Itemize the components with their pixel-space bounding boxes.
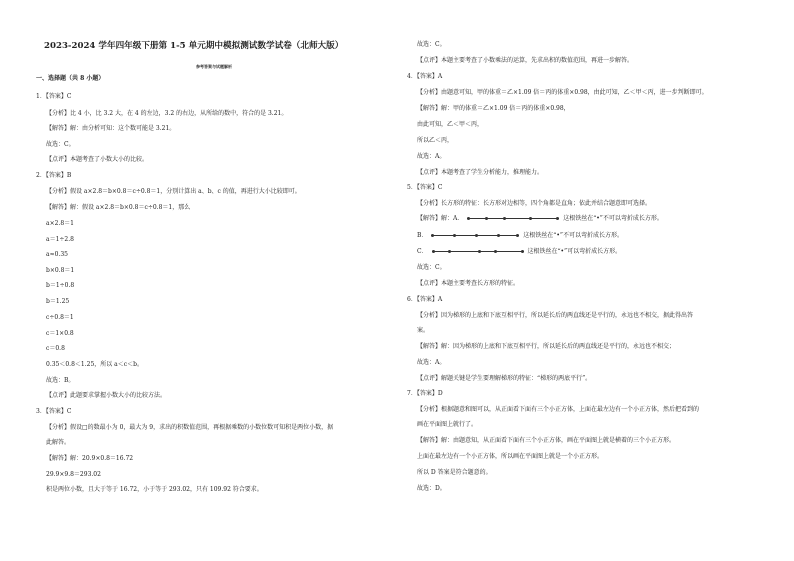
text-line: 上面在最左边有一个小正方体，所以画在平面图上就是一个小正方形。: [417, 453, 604, 460]
text-line: 【解答】解：由分析可知：这个数可能是 3.21。: [46, 125, 176, 132]
text-line: 【点评】本题考查了小数大小的比较。: [46, 156, 149, 163]
text-line: 7．【答案】D: [407, 390, 443, 397]
text-line: b×0.8＝1: [46, 267, 75, 274]
option-text: 这根铁丝在“•”不可以弯折成长方形。: [563, 215, 663, 222]
text-line: 【分析】由题意可知，甲的体重＝乙×1.09 倍＝丙的体重×0.98，由此可知，乙＜甲＜丙，进一步判断即可。: [417, 89, 708, 96]
text-line: 故选：C。: [417, 41, 446, 48]
text-line: 6．【答案】A: [407, 296, 443, 303]
text-line: b＝1.25: [46, 298, 70, 305]
text-line: 【分析】因为梯形的上底和下底互相平行，所以延长后的两直线还是平行的，永远也不相交，据此得出答: [417, 312, 694, 319]
text-line: 4．【答案】A: [407, 73, 443, 80]
wire-diagram-a: [467, 218, 559, 219]
text-line: c＝0.8: [46, 345, 65, 352]
option-label: B．: [417, 232, 428, 239]
text-line: 【解答】解：因为梯形的上底和下底互相平行，所以延长后的两直线还是平行的，永远也不相交；: [417, 343, 676, 350]
document-subtitle: 参考答案与试题解析: [196, 64, 232, 69]
text-line: 【点评】本题主要考查长方形的特征。: [417, 280, 520, 287]
wire-diagram-c: [432, 251, 524, 252]
text-line: 【解答】解：20.9×0.8＝16.72: [46, 455, 134, 462]
wire-diagram-b: [431, 235, 519, 236]
option-text: 这根铁丝在“•”不可以弯折成长方形。: [523, 232, 623, 239]
text-line: 【分析】根据题意和图可以，从正面看下面有三个小正方体，上面在最左边有一个小正方体，然后把看到的: [417, 406, 700, 413]
text-line: 29.9×9.8＝293.02: [46, 471, 101, 478]
text-line: a×2.8＝1: [46, 220, 74, 227]
text-line: a≈0.35: [46, 251, 68, 258]
text-line: 积是两位小数，且大于等于 16.72，小于等于 293.02，只有 109.92 符合要求。: [46, 486, 263, 493]
option-a-row: [417, 215, 663, 223]
text-line: 所以乙＜丙，: [417, 137, 454, 144]
text-line: 故选：C。: [417, 264, 446, 271]
option-label: C．: [417, 248, 428, 255]
text-line: 故选：B。: [46, 377, 75, 384]
text-line: 【解答】解：甲的体重＝乙×1.09 倍＝丙的体重×0.98，: [417, 105, 570, 112]
text-line: 【解答】解：由题意知，从正面看下面有三个小正方体，画在平面图上就是横着的三个小正方形。: [417, 437, 676, 444]
section-heading: 一、选择题（共 8 小题）: [36, 75, 105, 82]
text-line: 1．【答案】C: [36, 93, 72, 100]
text-line: 【分析】比 4 小，比 3.2 大，在 4 的左边，3.2 的右边，从所给的数中，符合的是 3.21。: [46, 110, 288, 117]
option-b-row: [417, 232, 623, 240]
text-line: c÷0.8＝1: [46, 314, 74, 321]
text-line: b＝1÷0.8: [46, 282, 75, 289]
text-line: 0.35＜0.8＜1.25，所以 a＜c＜b。: [46, 361, 143, 368]
text-line: 【解答】解：假设 a×2.8＝b×0.8＝c÷0.8＝1，那么: [46, 204, 191, 211]
text-line: 故选：A。: [417, 359, 446, 366]
text-line: 【分析】长方形的特征：长方形对边相等，四个角都是直角；依此并结合题意即可选择。: [417, 200, 652, 207]
text-line: 【点评】本题主要考查了小数乘法的运算，先求出积的数值范围，再进一步解答。: [417, 57, 634, 64]
text-line: 故选：C。: [46, 141, 75, 148]
text-line: 此解答。: [46, 439, 71, 446]
text-line: 案。: [417, 327, 430, 334]
text-line: 画在平面图上就行了。: [417, 421, 478, 428]
text-line: 【点评】解题关键是学生要理解梯形的特征：“梯形的两底平行”。: [417, 375, 592, 382]
text-line: 【分析】假设 a×2.8＝b×0.8＝c÷0.8＝1，分别计算出 a、b、c 的值，再进行大小比较即可。: [46, 188, 301, 195]
text-line: 所以 D 答案是符合题意的。: [417, 469, 492, 476]
text-line: 【点评】此题要求掌握小数大小的比较方法。: [46, 392, 167, 399]
text-line: 故选：D。: [417, 485, 446, 492]
text-line: 故选：A。: [417, 153, 446, 160]
text-line: 5．【答案】C: [407, 184, 443, 191]
text-line: 2．【答案】B: [36, 172, 72, 179]
text-line: a＝1÷2.8: [46, 236, 74, 243]
option-c-row: [417, 248, 621, 256]
option-label: 【解答】解：A．: [417, 215, 464, 222]
text-line: 由此可知，乙＜甲＜丙，: [417, 121, 484, 128]
text-line: 【分析】假设□的数最小为 0，最大为 9，求出的积数值范围，再根据乘数的小数位数可知积是两位小数，据: [46, 424, 334, 431]
text-line: 【点评】本题考查了学生分析能力，推理能力。: [417, 169, 544, 176]
option-text: 这根铁丝在“•”可以弯折成长方形。: [527, 248, 622, 255]
text-line: c＝1×0.8: [46, 330, 74, 337]
document-title: 2023-2024 学年四年级下册第 1-5 单元期中模拟测试数学试卷（北师大版）: [44, 41, 344, 51]
text-line: 3．【答案】C: [36, 408, 72, 415]
